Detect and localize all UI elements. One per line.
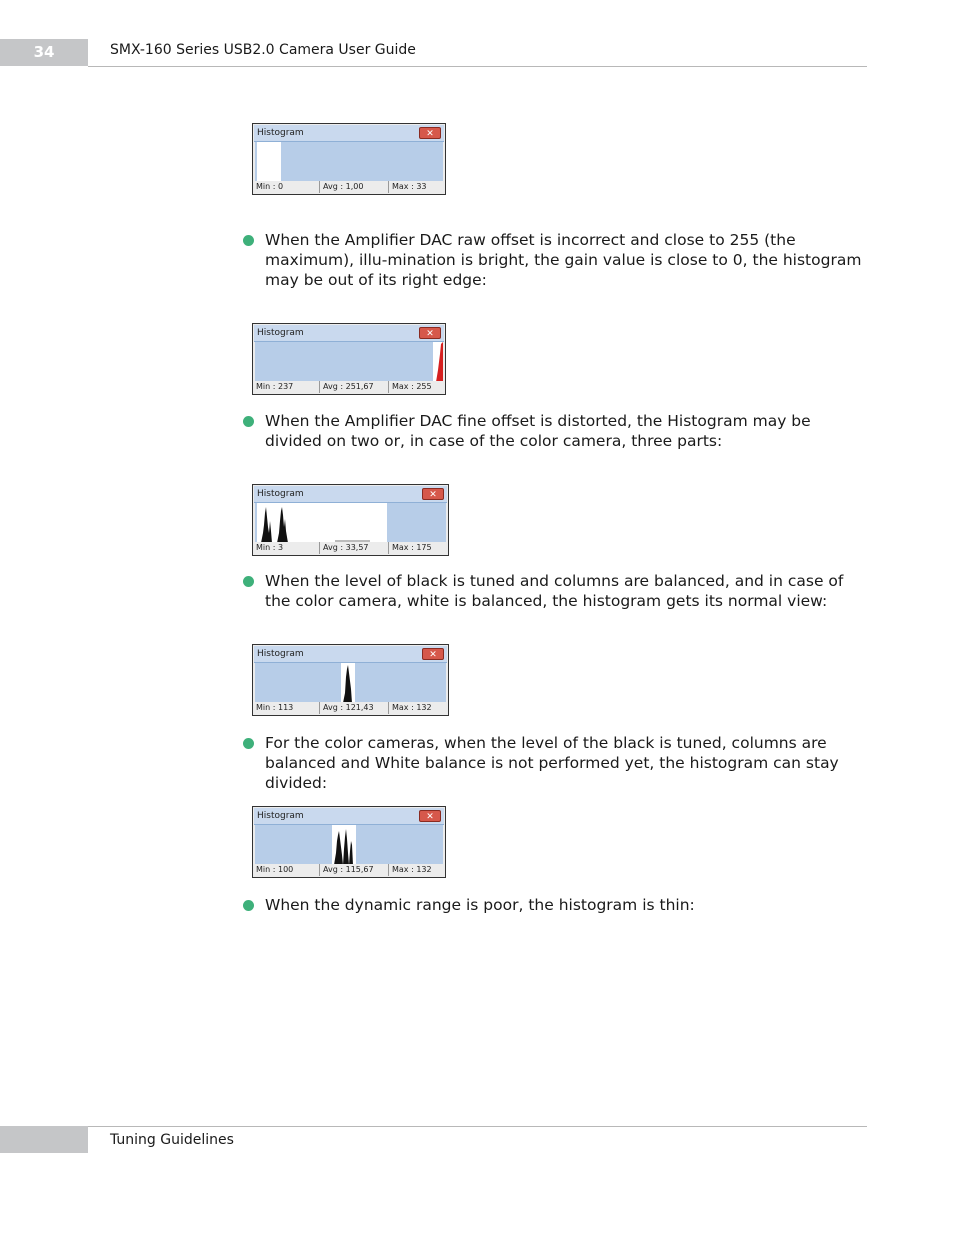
- footer-section-title: Tuning Guidelines: [110, 1132, 234, 1148]
- histogram-avg: Avg : 1,00: [321, 181, 389, 193]
- footer-rule: [88, 1126, 867, 1127]
- histogram-avg: Avg : 115,67: [321, 864, 389, 876]
- histogram-plot: [255, 342, 443, 382]
- histogram-statusbar: [254, 702, 447, 714]
- histogram-window: [252, 123, 446, 195]
- histogram-min: Min : 100: [254, 864, 320, 876]
- histogram-window: [252, 323, 446, 395]
- histogram-statusbar: [254, 864, 444, 876]
- histogram-graphic: [255, 342, 443, 382]
- bullet-text: When the Amplifier DAC fine offset is distorted, the Histogram may be divided on two or, in case of the color camera, three parts:: [265, 412, 811, 450]
- histogram-plot: [255, 142, 443, 182]
- bullet-text: For the color cameras, when the level of the black is tuned, columns are balanced and White balance is not performed yet, the histogram can stay divided:: [265, 734, 839, 792]
- bullet-icon: [243, 235, 254, 246]
- close-icon[interactable]: ✕: [419, 127, 441, 139]
- histogram-titlebar: [254, 646, 447, 663]
- histogram-title: Histogram: [257, 328, 304, 338]
- bullet-text: When the dynamic range is poor, the histogram is thin:: [265, 896, 695, 914]
- histogram-plot: [255, 503, 446, 543]
- bullet-icon: [243, 738, 254, 749]
- histogram-window: [252, 806, 446, 878]
- histogram-titlebar: [254, 325, 444, 342]
- histogram-max: Max : 132: [392, 865, 432, 874]
- close-icon[interactable]: ✕: [419, 327, 441, 339]
- document-title: SMX-160 Series USB2.0 Camera User Guide: [110, 42, 416, 58]
- histogram-statusbar: [254, 542, 447, 554]
- footer-page-block: [0, 1126, 88, 1153]
- page-number: 34: [33, 43, 55, 61]
- histogram-max: Max : 132: [392, 703, 432, 712]
- close-icon[interactable]: ✕: [422, 648, 444, 660]
- histogram-avg: Avg : 33,57: [321, 542, 389, 554]
- histogram-max: Max : 33: [392, 182, 427, 191]
- histogram-titlebar: [254, 808, 444, 825]
- histogram-graphic: [255, 503, 446, 543]
- histogram-graphic: [255, 663, 446, 703]
- histogram-min: Min : 0: [254, 181, 320, 193]
- histogram-max: Max : 175: [392, 543, 432, 552]
- histogram-graphic: [255, 142, 443, 182]
- bullet-text: When the level of black is tuned and columns are balanced, and in case of the color camera, white is balanced, the histogram gets its normal view:: [265, 572, 844, 610]
- histogram-plot: [255, 825, 443, 865]
- histogram-window: [252, 644, 449, 716]
- header-rule: [88, 66, 867, 67]
- bullet-text: When the Amplifier DAC raw offset is incorrect and close to 255 (the maximum), illu-mination is bright, the gain value is close to 0, the histogram may be out of its right edge:: [265, 231, 862, 289]
- histogram-window: [252, 484, 449, 556]
- histogram-graphic: [255, 825, 443, 865]
- histogram-title: Histogram: [257, 811, 304, 821]
- histogram-titlebar: [254, 486, 447, 503]
- histogram-title: Histogram: [257, 128, 304, 138]
- histogram-title: Histogram: [257, 489, 304, 499]
- histogram-statusbar: [254, 381, 444, 393]
- histogram-statusbar: [254, 181, 444, 193]
- histogram-max: Max : 255: [392, 382, 432, 391]
- histogram-avg: Avg : 251,67: [321, 381, 389, 393]
- histogram-plot: [255, 663, 446, 703]
- bullet-icon: [243, 416, 254, 427]
- histogram-titlebar: [254, 125, 444, 142]
- histogram-title: Histogram: [257, 649, 304, 659]
- bullet-icon: [243, 900, 254, 911]
- close-icon[interactable]: ✕: [419, 810, 441, 822]
- bullet-icon: [243, 576, 254, 587]
- histogram-avg: Avg : 121,43: [321, 702, 389, 714]
- histogram-min: Min : 237: [254, 381, 320, 393]
- histogram-min: Min : 3: [254, 542, 320, 554]
- close-icon[interactable]: ✕: [422, 488, 444, 500]
- histogram-min: Min : 113: [254, 702, 320, 714]
